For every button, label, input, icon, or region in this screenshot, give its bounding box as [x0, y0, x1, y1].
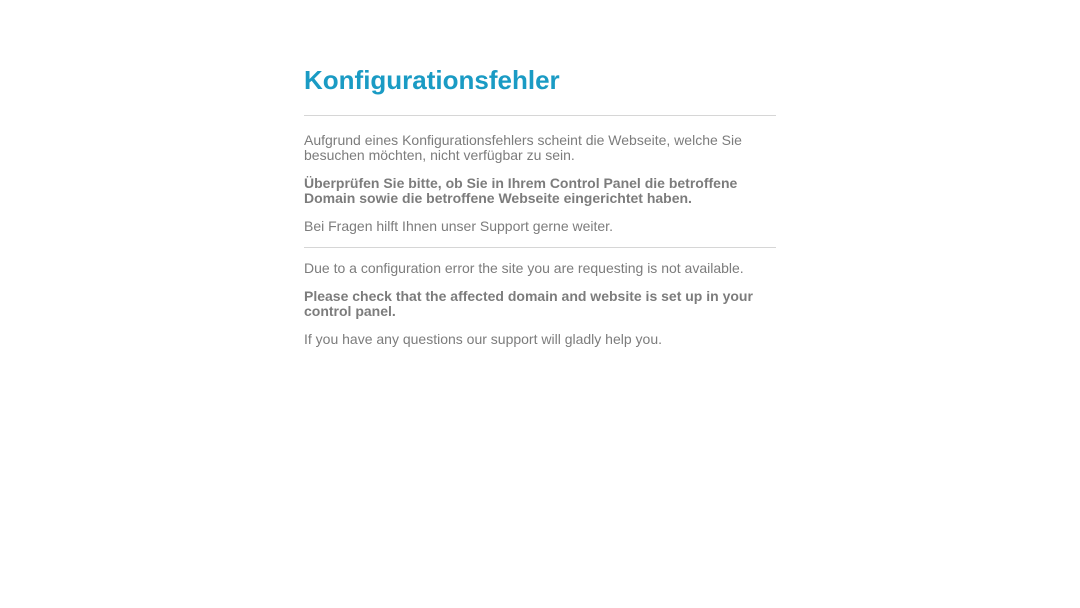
- german-error-description: Aufgrund eines Konfigurationsfehlers scheint die Webseite, welche Sie besuchen möchten, nicht verfügbar zu sein.: [304, 132, 742, 163]
- german-section: [304, 116, 776, 234]
- english-section: [304, 248, 776, 347]
- error-page-container: [304, 64, 776, 360]
- english-error-description: Due to a configuration error the site you are requesting is not available.: [304, 260, 744, 276]
- page-title: Konfigurationsfehler: [304, 65, 560, 95]
- english-support-note: If you have any questions our support will gladly help you.: [304, 331, 662, 347]
- german-support-note: Bei Fragen hilft Ihnen unser Support gerne weiter.: [304, 218, 613, 234]
- german-instruction: Überprüfen Sie bitte, ob Sie in Ihrem Control Panel die betroffene Domain sowie die betroffene Webseite eingerichtet haben.: [304, 175, 738, 206]
- english-instruction: Please check that the affected domain and website is set up in your control panel.: [304, 288, 753, 319]
